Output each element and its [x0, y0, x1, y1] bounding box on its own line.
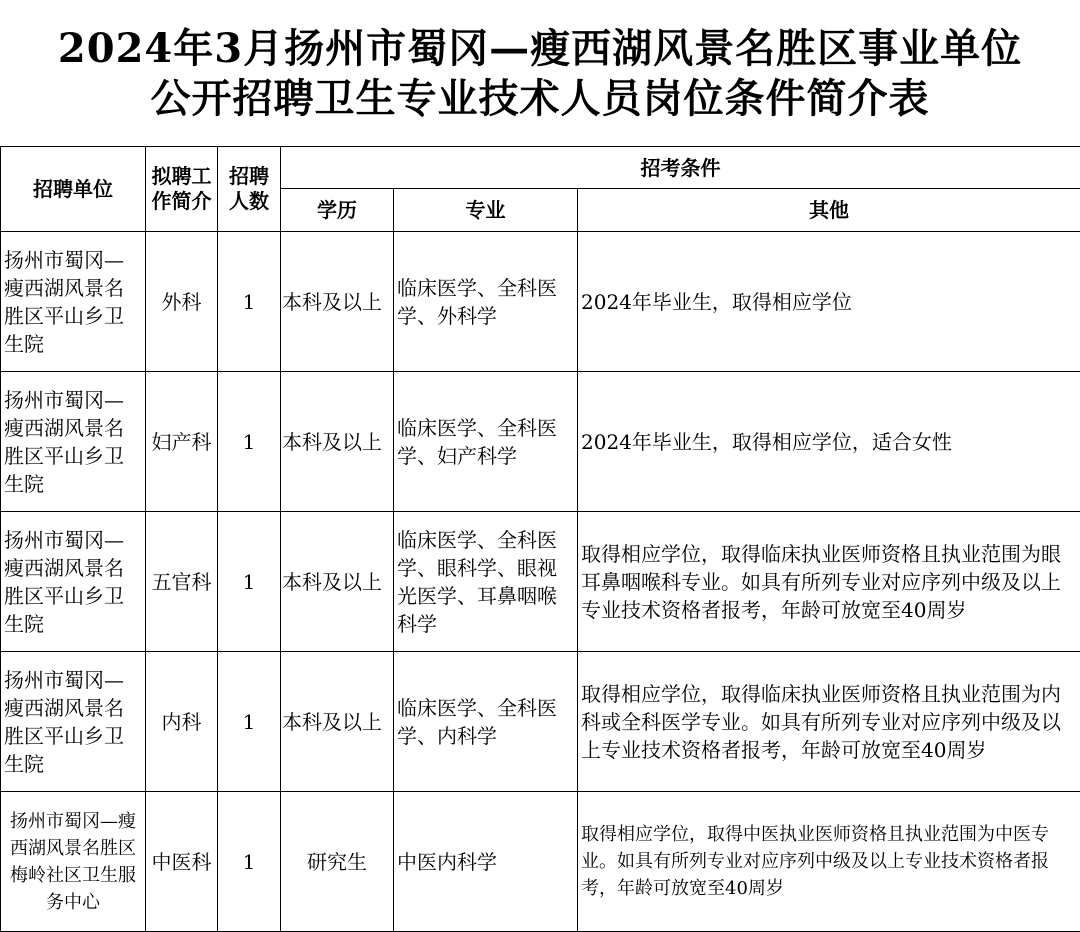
table-row	[1, 652, 1080, 792]
cell-education: 本科及以上	[281, 652, 394, 792]
table-row	[1, 512, 1080, 652]
header-count: 招聘人数	[218, 147, 281, 232]
cell-unit: 扬州市蜀冈—瘦西湖风景名胜区平山乡卫生院	[1, 232, 146, 372]
cell-other: 取得相应学位，取得临床执业医师资格且执业范围为眼耳鼻咽喉科专业。如具有所列专业对应序列中级及以上专业技术资格者报考，年龄可放宽至40周岁	[578, 512, 1080, 652]
cell-education: 本科及以上	[281, 372, 394, 512]
recruitment-table	[0, 146, 1080, 932]
header-row-1	[1, 147, 1080, 189]
cell-other: 2024年毕业生，取得相应学位	[578, 232, 1080, 372]
cell-major: 中医内科学	[394, 792, 578, 932]
cell-major: 临床医学、全科医学、眼科学、眼视光医学、耳鼻咽喉科学	[394, 512, 578, 652]
cell-count: 1	[218, 652, 281, 792]
header-education: 学历	[281, 189, 394, 232]
cell-count: 1	[218, 512, 281, 652]
cell-count: 1	[218, 372, 281, 512]
cell-job: 五官科	[146, 512, 218, 652]
header-unit: 招聘单位	[1, 147, 146, 232]
cell-major: 临床医学、全科医学、外科学	[394, 232, 578, 372]
table-row	[1, 792, 1080, 932]
cell-unit: 扬州市蜀冈—瘦西湖风景名胜区平山乡卫生院	[1, 652, 146, 792]
cell-other: 2024年毕业生，取得相应学位，适合女性	[578, 372, 1080, 512]
cell-job: 妇产科	[146, 372, 218, 512]
cell-job: 内科	[146, 652, 218, 792]
cell-unit: 扬州市蜀冈—瘦西湖风景名胜区平山乡卫生院	[1, 512, 146, 652]
cell-education: 本科及以上	[281, 512, 394, 652]
cell-other: 取得相应学位，取得中医执业医师资格且执业范围为中医专业。如具有所列专业对应序列中级及以上专业技术资格者报考，年龄可放宽至40周岁	[578, 792, 1080, 932]
cell-unit: 扬州市蜀冈—瘦西湖风景名胜区梅岭社区卫生服务中心	[1, 792, 146, 932]
header-other: 其他	[578, 189, 1080, 232]
cell-education: 研究生	[281, 792, 394, 932]
table-row	[1, 372, 1080, 512]
cell-count: 1	[218, 232, 281, 372]
cell-education: 本科及以上	[281, 232, 394, 372]
cell-unit: 扬州市蜀冈—瘦西湖风景名胜区平山乡卫生院	[1, 372, 146, 512]
title-line-1: 2024年3月扬州市蜀冈—瘦西湖风景名胜区事业单位	[0, 24, 1080, 74]
cell-job: 中医科	[146, 792, 218, 932]
cell-other: 取得相应学位，取得临床执业医师资格且执业范围为内科或全科医学专业。如具有所列专业对应序列中级及以上专业技术资格者报考，年龄可放宽至40周岁	[578, 652, 1080, 792]
table-row	[1, 232, 1080, 372]
header-conditions: 招考条件	[281, 147, 1080, 189]
header-major: 专业	[394, 189, 578, 232]
header-job: 拟聘工作简介	[146, 147, 218, 232]
cell-major: 临床医学、全科医学、内科学	[394, 652, 578, 792]
document-title	[0, 0, 1080, 120]
cell-major: 临床医学、全科医学、妇产科学	[394, 372, 578, 512]
title-line-2: 公开招聘卫生专业技术人员岗位条件简介表	[0, 74, 1080, 124]
cell-job: 外科	[146, 232, 218, 372]
cell-count: 1	[218, 792, 281, 932]
